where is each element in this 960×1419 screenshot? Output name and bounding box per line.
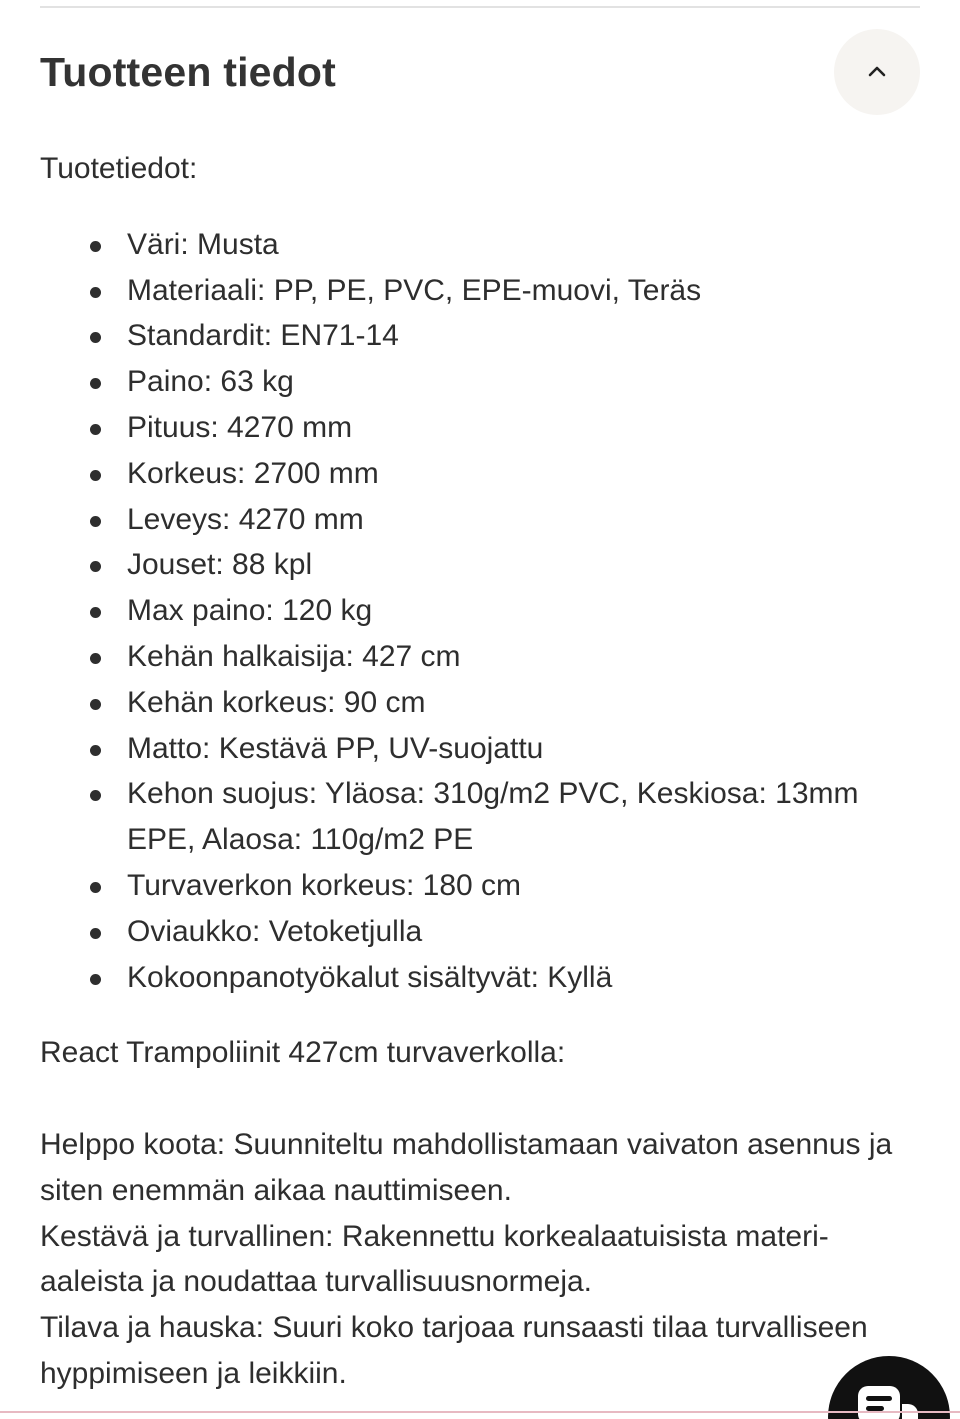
product-details-content xyxy=(40,146,910,1397)
spec-item: Oviaukko: Vetoketjulla xyxy=(127,909,910,955)
spec-item: Kokoonpanotyökalut sisältyvät: Kyllä xyxy=(127,955,910,1001)
spec-item: Matto: Kestävä PP, UV-suojattu xyxy=(127,726,910,772)
feature-paragraph: Helppo koota: Suunniteltu mahdollistamaan vaivaton asennus ja siten enemmän aikaa nauttimiseen. xyxy=(40,1127,893,1207)
spec-item: Kehän halkaisija: 427 cm xyxy=(127,634,910,680)
spec-item: Korkeus: 2700 mm xyxy=(127,451,910,497)
section-title: Tuotteen tiedot xyxy=(40,49,337,95)
chat-icon xyxy=(854,1382,924,1419)
spec-item: Turvaverkon korkeus: 180 cm xyxy=(127,863,910,909)
spec-item: Kehon suojus: Yläosa: 310g/m2 PVC, Keskiosa: 13mm EPE, Alaosa: 110g/m2 PE xyxy=(127,771,910,863)
collapse-button[interactable] xyxy=(834,29,920,115)
spec-item: Materiaali: PP, PE, PVC, EPE-muovi, Teräs xyxy=(127,268,910,314)
spec-item: Jouset: 88 kpl xyxy=(127,542,910,588)
spec-list xyxy=(40,222,910,1001)
chevron-up-icon xyxy=(867,62,887,82)
spec-item: Väri: Musta xyxy=(127,222,910,268)
feature-paragraph: Tilava ja hauska: Suuri koko tarjoaa runsaasti tilaa turvalliseen hyppimiseen ja leikkiin. xyxy=(40,1311,868,1390)
spec-item: Pituus: 4270 mm xyxy=(127,405,910,451)
spec-item: Leveys: 4270 mm xyxy=(127,497,910,543)
spec-item: Max paino: 120 kg xyxy=(127,588,910,634)
bottom-border xyxy=(0,1411,960,1413)
spec-item: Kehän korkeus: 90 cm xyxy=(127,680,910,726)
specs-intro: Tuotetiedot: xyxy=(40,152,198,185)
spec-item: Paino: 63 kg xyxy=(127,359,910,405)
spec-item: Standardit: EN71-14 xyxy=(127,313,910,359)
product-heading: React Trampoliinit 427cm turvaverkolla: xyxy=(40,1036,566,1070)
spacer xyxy=(40,1076,910,1122)
top-divider xyxy=(40,6,920,8)
feature-paragraph: Kestävä ja turvallinen: Rakennettu korkealaatuisista materiaaleista ja noudattaa turvallisuusnormeja. xyxy=(40,1219,829,1299)
